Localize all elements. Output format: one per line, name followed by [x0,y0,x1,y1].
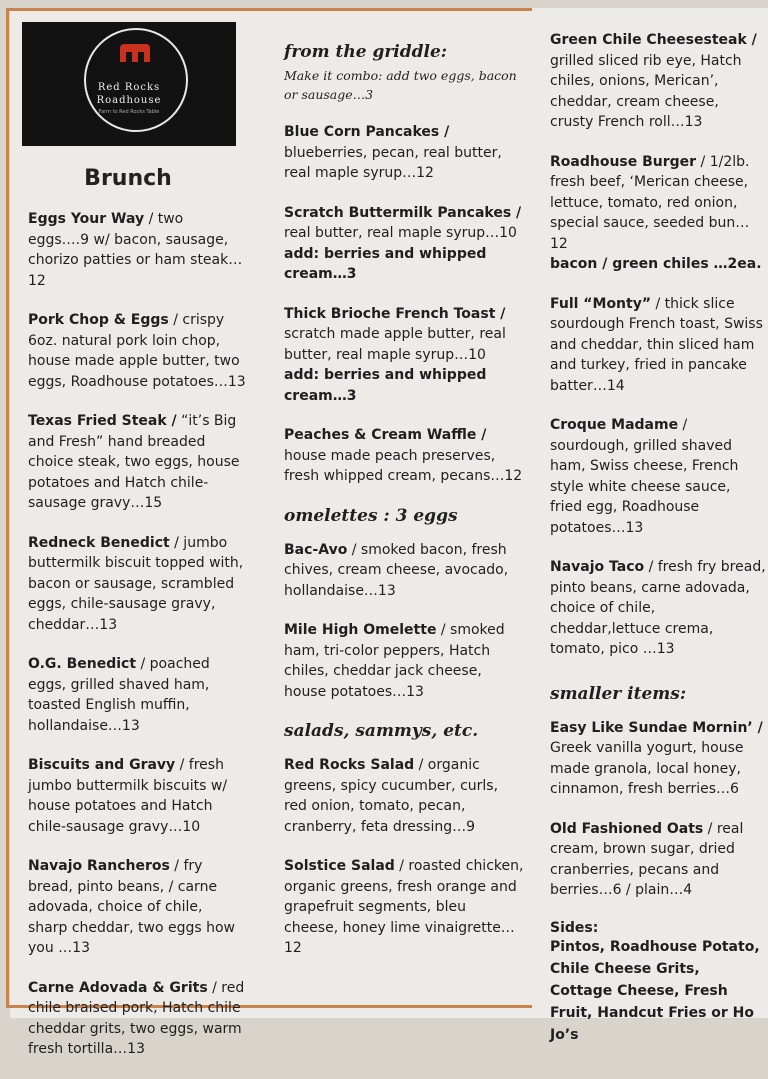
menu-item [284,540,524,602]
menu-item-name: Navajo Rancheros [28,858,170,874]
menu-item-description: scratch made apple butter, real butter, real maple syrup…10 [284,326,506,363]
menu-item-description: / smoked ham, tri-color peppers, Hatch chiles, cheddar jack cheese, house potatoes…13 [284,622,505,700]
menu-item-description: / roasted chicken, organic greens, fresh orange and grapefruit segments, bleu cheese, honey lime vinaigrette…12 [284,858,524,956]
menu-item-name: Thick Brioche French Toast / [284,305,506,322]
menu-item-description: “it’s Big and Fresh” hand breaded choice steak, two eggs, house potatoes and Hatch chile-sausage gravy…15 [28,413,240,511]
menu-item-name: Biscuits and Gravy [28,757,176,773]
menu-item-description: Greek vanilla yogurt, house made granola, local honey, cinnamon, fresh berries…6 [550,740,744,797]
salads-section-title: salads, sammys, etc. [284,721,479,741]
menu-item-name: Green Chile Cheesesteak / [550,32,757,48]
griddle-section-title: from the griddle: [284,42,448,62]
menu-item [284,856,524,959]
menu-item [28,310,246,392]
griddle-column [284,40,524,978]
menu-item-name: Old Fashioned Oats [550,820,704,837]
sides-list: Pintos, Roadhouse Potato, Chile Cheese Grits, Cottage Cheese, Fresh Fruit, Handcut Fries or Ho Jo’s [550,938,760,1043]
menu-item-description: / poached eggs, grilled shaved ham, toasted English muffin, hollandaise…13 [28,656,210,734]
menu-item-description: / thick slice sourdough French toast, Swiss and cheddar, thin sliced ham and turkey, fried in pancake batter…14 [550,295,763,394]
restaurant-logo [22,22,236,146]
sides-label: Sides: [550,919,599,936]
menu-item-name: Pork Chop & Eggs [28,312,169,328]
menu-item [28,755,246,837]
menu-item-description: / crispy 6oz. natural pork loin chop, house made apple butter, two eggs, Roadhouse potatoes…13 [28,312,246,390]
menu-item [284,425,524,487]
menu-item [284,304,524,407]
menu-item [550,415,766,538]
menu-item-description: / organic greens, spicy cucumber, curls, red onion, tomato, pecan, cranberry, feta dressing…9 [284,757,499,835]
menu-item [284,755,524,837]
menu-item-name: Texas Fried Steak / [28,413,177,429]
menu-item-description: / jumbo buttermilk biscuit topped with, bacon or sausage, scrambled eggs, chile-sausage gravy, cheddar…13 [28,534,244,633]
omelettes-section-title: omelettes : 3 eggs [284,505,458,526]
menu-item [550,718,766,800]
menu-item-name: Roadhouse Burger [550,153,697,170]
menu-item-name: Navajo Taco [550,559,645,575]
menu-item [550,30,766,133]
menu-item-name: O.G. Benedict [28,656,137,672]
brunch-heading: Brunch [84,166,172,191]
menu-item-name: Blue Corn Pancakes / [284,124,450,140]
menu-item [550,819,766,901]
menu-item [550,294,766,397]
sides-block [550,920,766,1046]
logo-name-line2: Roadhouse [96,95,162,106]
menu-item [550,152,766,275]
menu-item-description: / fresh fry bread, pinto beans, carne adovada, choice of chile, cheddar,lettuce crema, tomato, pico …13 [550,559,766,657]
menu-item [28,411,246,514]
menu-item-description: / fry bread, pinto beans, / carne adovada, choice of chile, sharp cheddar, two eggs how you …13 [28,858,236,956]
menu-item-name: Peaches & Cream Waffle / [284,427,487,443]
logo-tagline: Farm to Red Rocks Table [98,109,160,115]
menu-item-description: grilled sliced rib eye, Hatch chiles, onions, Merican’, cheddar, cream cheese, crusty French roll…13 [550,52,742,130]
menu-item [284,122,524,184]
menu-item [284,203,524,285]
menu-item-name: Solstice Salad [284,858,395,874]
menu-item-name: Full “Monty” [550,295,652,312]
menu-item-name: Eggs Your Way [28,211,145,227]
menu-item-description: / real cream, brown sugar, dried cranberries, pecans and berries…6 / plain…4 [550,820,744,898]
menu-item-name: Carne Adovada & Grits [28,979,208,996]
menu-item-name: Redneck Benedict [28,534,170,551]
menu-item-name: Croque Madame [550,417,679,433]
menu-item [28,856,246,959]
menu-item-description: real butter, real maple syrup…10 [284,225,517,241]
menu-item-description: / sourdough, grilled shaved ham, Swiss cheese, French style white cheese sauce, fried egg, Roadhouse potatoes…13 [550,417,739,536]
menu-item [284,620,524,702]
menu-item [28,209,246,291]
red-rock-icon [120,44,150,62]
menu-item [28,978,246,1060]
menu-item [550,557,766,660]
menu-item-description: house made peach preserves, fresh whipped cream, pecans…12 [284,447,523,484]
smaller-items-section-title: smaller items: [550,683,687,704]
menu-item-name: Mile High Omelette [284,622,437,638]
menu-item-addon: bacon / green chiles …2ea. [550,256,762,272]
menu-item [28,654,246,736]
menu-item [28,533,246,636]
menu-item-addon: add: berries and whipped cream…3 [284,367,487,404]
menu-item-description: blueberries, pecan, real butter, real maple syrup…12 [284,144,502,181]
menu-item-name: Scratch Buttermilk Pancakes / [284,204,522,221]
menu-item-addon: add: berries and whipped cream…3 [284,245,487,282]
menu-item-name: Easy Like Sundae Mornin’ / [550,719,763,736]
menu-item-name: Red Rocks Salad [284,757,415,773]
logo-name-line1: Red Rocks [97,82,161,93]
griddle-combo-note: Make it combo: add two eggs, bacon or sausage…3 [284,68,517,102]
menu-item-description: / red chile braised pork, Hatch chile cheddar grits, two eggs, warm fresh tortilla…13 [28,979,245,1057]
menu-item-description: / two eggs….9 w/ bacon, sausage, chorizo patties or ham steak…12 [28,211,243,289]
menu-item-description: / fresh jumbo buttermilk biscuits w/ house potatoes and Hatch chile-sausage gravy…10 [28,757,228,835]
menu-item-description: / smoked bacon, fresh chives, cream cheese, avocado, hollandaise…13 [284,541,509,599]
sandwich-column [550,30,766,1046]
brunch-column [28,166,246,1079]
menu-item-description: / 1/2lb. fresh beef, ‘Merican cheese, lettuce, tomato, red onion, special sauce, seeded bun…12 [550,153,750,252]
menu-item-name: Bac-Avo [284,541,348,558]
